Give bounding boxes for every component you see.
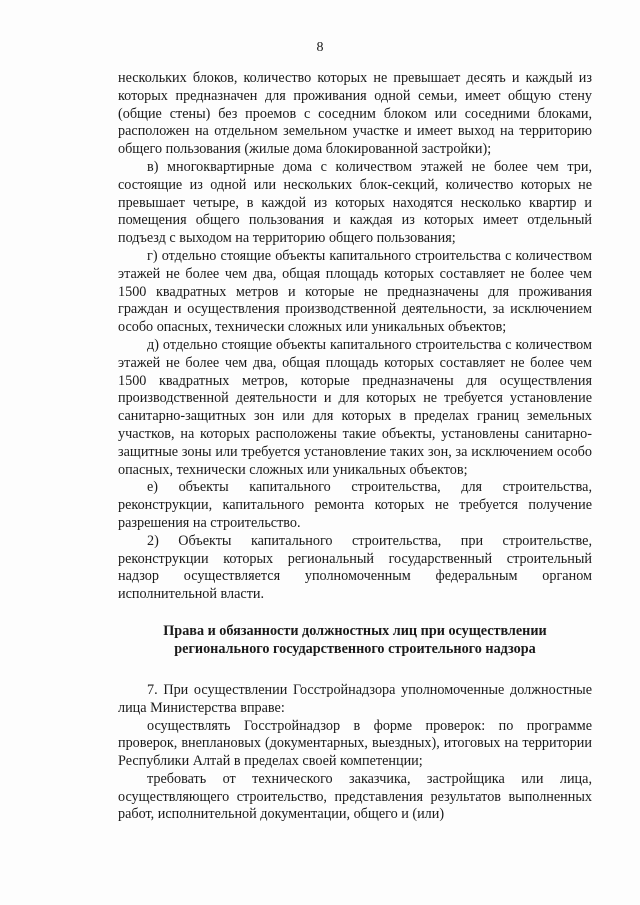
paragraph-blocked-houses: нескольких блоков, количество которых не превышает десять и каждый из которых предназначен для проживания одной семьи, имеет общую стену (общие стены) без проемов с соседним блоком или соседними блоками, расположен на отдельном земельном участке и имеет выход на территорию общего пользования (жилые дома блокированной застройки); bbox=[118, 70, 592, 158]
paragraph-item-7: 7. При осуществлении Госстройнадзора уполномоченные должностные лица Министерства вправе: bbox=[118, 681, 592, 716]
paragraph-item-2: 2) Объекты капитального строительства, при строительстве, реконструкции которых региональный государственный строительный надзор осуществляется уполномоченным федеральным органом исполнительной власти. bbox=[118, 532, 592, 603]
paragraph-item-v: в) многоквартирные дома с количеством этажей не более чем три, состоящие из одной или нескольких блок-секций, количество которых не превышает четыре, в каждой из которых находятся несколько квартир и помещения общего пользования и каждая из которых имеет отдельный подъезд с выходом на территорию общего пользования; bbox=[118, 158, 592, 247]
paragraph-item-d: д) отдельно стоящие объекты капитального строительства с количеством этажей не более чем два, общая площадь которых составляет не более чем 1500 квадратных метров, которые предназначены для осуществления производственной деятельности и для которых не требуется установление санитарно-защитных зон или для которых в пределах границ земельных участков, на которых расположены такие объекты, установлены санитарно-защитные зоны или требуется установление таких зон, за исключением особо опасных, технически сложных или уникальных объектов; bbox=[118, 336, 592, 478]
paragraph-item-g: г) отдельно стоящие объекты капитального строительства с количеством этажей не более чем два, общая площадь которых составляет не более чем 1500 квадратных метров и которые не предназначены для проживания граждан и осуществления производственной деятельности, за исключением особо опасных, технически сложных или уникальных объектов; bbox=[118, 247, 592, 336]
section-heading: Права и обязанности должностных лиц при осуществлении регионального государственного строительного надзора bbox=[163, 622, 547, 657]
paragraph-right-demand: требовать от технического заказчика, застройщика или лица, осуществляющего строительство, представления результатов выполненных работ, исполнительной документации, общего и (или) bbox=[118, 770, 592, 823]
page-number: 8 bbox=[316, 40, 324, 55]
paragraph-item-e: е) объекты капитального строительства, для строительства, реконструкции, капитального ремонта которых не требуется получение разрешения на строительство. bbox=[118, 479, 592, 531]
document-body bbox=[118, 70, 592, 824]
paragraph-right-inspections: осуществлять Госстройнадзор в форме проверок: по программе проверок, внеплановых (документарных, выездных), итоговых на территории Республики Алтай в пределах своей компетенции; bbox=[118, 717, 592, 770]
